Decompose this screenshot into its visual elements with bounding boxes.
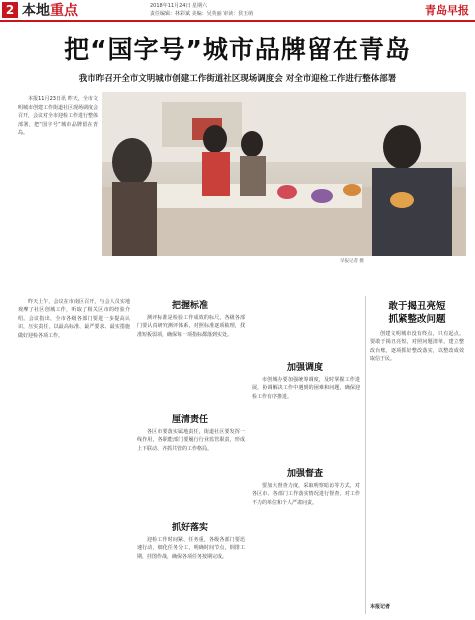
section-body-5: 要加大督查力度，采取明察暗访等方式，对各区市、各部门工作落实情况进行督查，对工作不力的单位和个人严肃问责。 (252, 483, 360, 506)
date-line: 2018年11月24日 星期六 (150, 3, 208, 9)
page-masthead (0, 0, 475, 22)
section-body-2: 各区市要落实属地责任，街道社区要发挥一线作用，各职能部门要履行行业监管职责，形成上下联动、齐抓共管的工作格局。 (137, 429, 245, 452)
section-name (22, 2, 78, 20)
masthead-meta (150, 2, 253, 18)
section-body-3: 迎检工作时间紧、任务重，各级各部门要迅速行动，细化任务分工，明确时间节点，倒排工期，挂图作战，确保各项任务按期完成。 (137, 537, 245, 560)
photo-illustration (102, 92, 466, 256)
section-body-1: 测评标准是检验工作成效的标尺。各级各部门要认真研究测评体系，对照标准逐项梳理，找准短板弱项，确保每一项指标都落到实处。 (137, 315, 245, 338)
section-title-2: 厘清责任 (171, 415, 208, 425)
staff-line: 责任编辑：林彩斌 美编：吴英丽 审读：侯玉萌 (150, 11, 254, 17)
headline: 把“国字号”城市品牌留在青岛 (64, 35, 411, 64)
section-title-1: 把握标准 (171, 301, 208, 311)
sidebar-title (368, 300, 466, 326)
paper-logo: 青岛早报 (425, 4, 469, 17)
section-title-3: 抓好落实 (171, 523, 208, 533)
photo-caption: 早报记者 摄 (340, 259, 364, 264)
intro-paragraph: 本报11月23日讯 昨天，全市文明城市创建工作街道社区现场调度会召开，会议对全市迎检工作进行整体部署，把“国字号”城市品牌留在青岛。 (18, 96, 99, 137)
page-number: 2 (2, 2, 18, 18)
sidebar-byline: 本报记者 (370, 604, 391, 610)
sidebar-body: 创建文明城市没有终点，只有起点。要敢于揭丑亮短，对照问题清单，建立整改台账，逐项抓好整改落实，以整改成效取信于民。 (370, 331, 464, 362)
section-body-4: 市创城办要加强统筹调度，及时掌握工作进展，协调解决工作中遇到的困难和问题，确保迎检工作有序推进。 (252, 377, 360, 400)
section-title-5: 加强督查 (286, 469, 323, 479)
news-photo (102, 92, 466, 256)
subheadline: 我市昨召开全市文明城市创建工作街道社区现场调度会 对全市迎检工作进行整体部署 (78, 74, 397, 84)
section-title-4: 加强调度 (286, 363, 323, 373)
body-column-1: 昨天上午，会议在市南区召开，与会人员实地观摩了社区创城工作，听取了相关区市的经验介绍。会议指出，全市各级各部门要进一步提高认识，压实责任，以最高标准、最严要求、最实措施做好迎检各项工作。 (18, 299, 130, 339)
sidebar-title-text: 敢于揭丑亮短 抓紧整改问题 (388, 301, 446, 325)
section-name-a: 本地 (22, 3, 50, 19)
section-name-b: 重点 (50, 3, 78, 19)
